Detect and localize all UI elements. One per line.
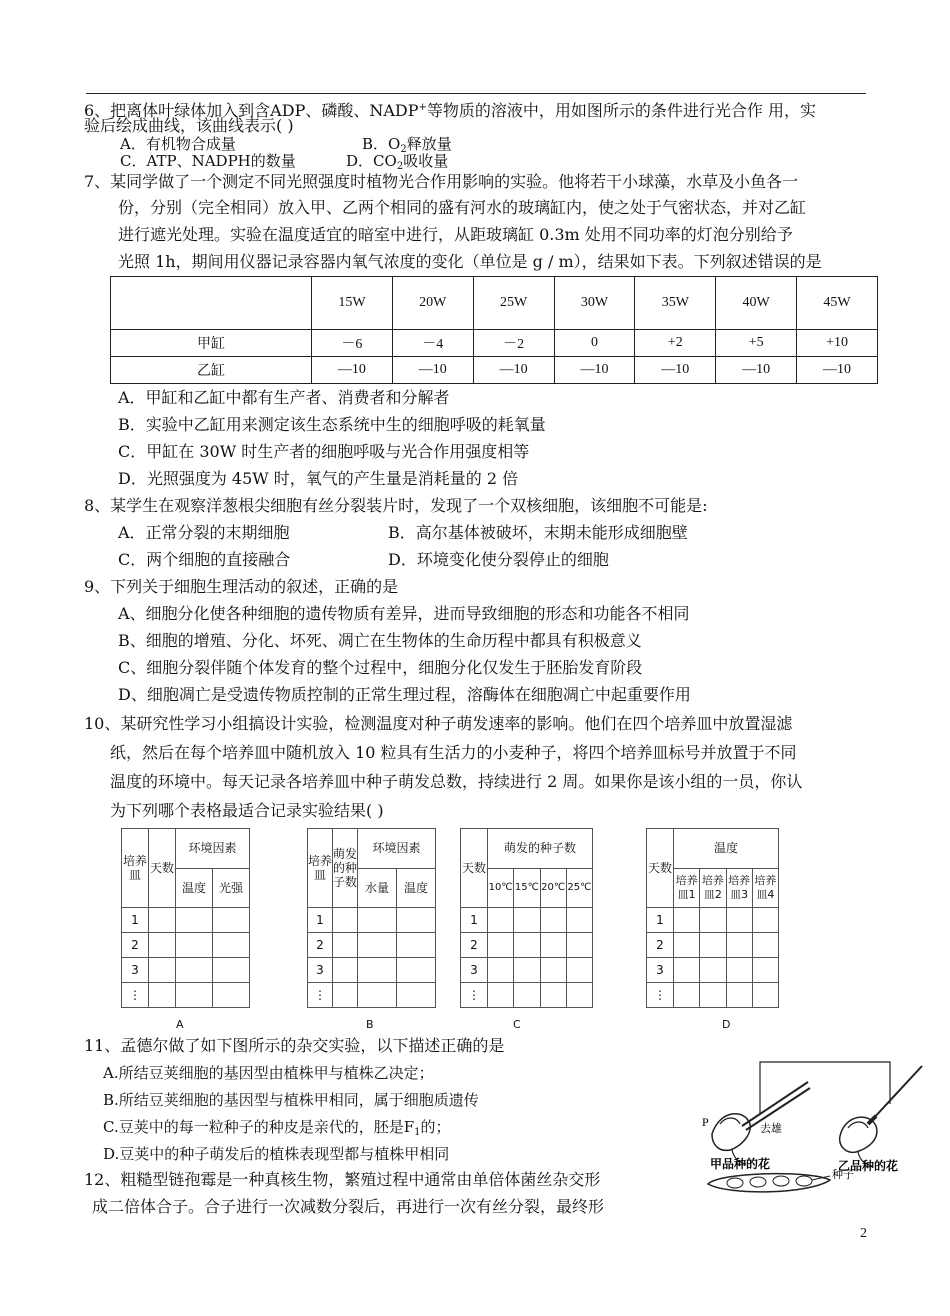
q11-option-b: B.所结豆荚细胞的基因型与植株甲相同，属于细胞质遗传 [103,1091,479,1109]
table-cell [540,958,566,983]
q12-stem-line2: 成二倍体合子。合子进行一次减数分裂后，再进行一次有丝分裂，最终形 [92,1197,605,1216]
table-cell [176,908,213,933]
table-cell: 1 [647,908,674,933]
table-row [461,983,593,1008]
table-cell: 水量 [358,868,397,908]
brush-icon [872,1066,922,1120]
q9-option-b: B、细胞的增殖、分化、坏死、凋亡在生物体的生命历程中都具有积极意义 [118,631,642,650]
table-row [461,933,593,958]
q10-stem-line3: 温度的环境中。每天记录各培养皿中种子萌发总数，持续进行 2 周。如果你是该小组的一员，你认 [110,772,803,791]
q11-option-c: C.豆荚中的每一粒种子的种皮是亲代的，胚是$F_1$的； [103,1118,451,1138]
table-cell [358,908,397,933]
table-cell: 20W [392,277,473,330]
table-row [122,908,250,933]
table-cell [358,958,397,983]
q6-stem-line1: 6、把离体叶绿体加入到含ADP、磷酸、NADP+等物质的溶液中，用如图所示的条件进行光合作 用，实 [84,101,816,120]
table-cell [176,958,213,983]
table-cell [514,908,540,933]
table-cell [752,983,778,1008]
table-cell [566,983,592,1008]
table-cell [111,277,312,330]
table-row [308,958,436,983]
table-cell [397,933,436,958]
table-cell [397,983,436,1008]
table-cell: 0 [554,330,635,357]
table-cell: 2 [647,933,674,958]
table-cell [566,933,592,958]
table-cell: 25℃ [566,868,592,908]
table-cell: —10 [554,357,635,384]
table-cell: 培养皿2 [700,868,726,908]
table-cell [514,983,540,1008]
table-cell: 培养皿 [308,829,333,908]
table-cell [726,933,752,958]
table-cell: 光强 [213,868,250,908]
q8-option-c: C．两个细胞的直接融合 [118,550,291,569]
q10-stem-line4: 为下列哪个表格最适合记录实验结果( ) [110,801,384,820]
table-row [122,933,250,958]
q7-option-b: B．实验中乙缸用来测定该生态系统中生的细胞呼吸的耗氧量 [118,415,546,434]
table-row [647,933,779,958]
label-castration: 去雄 [760,1122,782,1135]
table-cell: +5 [716,330,797,357]
table-cell: ⋮ [308,983,333,1008]
table-cell: —10 [473,357,554,384]
table-cell: +2 [635,330,716,357]
table-cell: －4 [392,330,473,357]
table-cell: 天数 [461,829,488,908]
table-cell: 45W [797,277,878,330]
table-cell [333,908,358,933]
tweezers-icon [742,1082,808,1126]
table-cell [213,958,250,983]
pollen-transfer-line [760,1062,890,1114]
q10-option-table-b [307,828,436,1008]
table-cell [700,908,726,933]
table-cell [566,908,592,933]
table-cell: 环境因素 [358,829,436,869]
table-cell: 温度 [674,829,779,869]
table-row [111,357,878,384]
table-cell: －2 [473,330,554,357]
table-cell: ⋮ [461,983,488,1008]
q6-option-c: C．ATP、NADPH的数量 [120,152,296,170]
q10-stem-line2: 纸，然后在每个培养皿中随机放入 10 粒具有生活力的小麦种子，将四个培养皿标号并放置于不同 [110,743,797,762]
q7-option-c: C．甲缸在 30W 时生产者的细胞呼吸与光合作用强度相等 [118,442,530,461]
table-cell [358,983,397,1008]
table-cell [674,958,700,983]
table-cell [540,983,566,1008]
table-cell [333,958,358,983]
label-jia-flower: 甲品种的花 [710,1157,771,1171]
table-cell: 15W [312,277,393,330]
table-cell: 3 [461,958,488,983]
table-cell: 培养皿1 [674,868,700,908]
table-cell [514,958,540,983]
table-cell [726,958,752,983]
table-cell [213,933,250,958]
flower-jia-icon [712,1114,750,1151]
q6-stem-line2: 验后绘成曲线，该曲线表示( ) [84,116,294,135]
table-cell: 1 [461,908,488,933]
table-cell [488,958,514,983]
table-row [122,983,250,1008]
table-cell: —10 [635,357,716,384]
q8-stem: 8、某学生在观察洋葱根尖细胞有丝分裂装片时，发现了一个双核细胞，该细胞不可能是: [84,496,708,515]
table-cell [176,933,213,958]
table-cell: —10 [312,357,393,384]
table-cell: 10℃ [488,868,514,908]
table-cell [752,908,778,933]
table-cell: 3 [647,958,674,983]
q6-option-a: A．有机物合成量 [120,135,236,153]
table-cell: 2 [122,933,149,958]
table-cell [149,933,176,958]
q9-option-d: D、细胞凋亡是受遗传物质控制的正常生理过程，溶酶体在细胞凋亡中起重要作用 [118,685,691,704]
table-cell [700,933,726,958]
table-cell: 2 [461,933,488,958]
table-cell: 2 [308,933,333,958]
table-cell: 培养皿3 [726,868,752,908]
q7-stem-line3: 进行遮光处理。实验在温度适宜的暗室中进行，从距玻璃缸 0.3m 处用不同功率的灯泡分别给予 [118,225,793,244]
table-cell [566,958,592,983]
q11-stem: 11、孟德尔做了如下图所示的杂交实验，以下描述正确的是 [84,1036,505,1055]
q9-stem: 9、下列关于细胞生理活动的叙述，正确的是 [84,577,399,596]
q8-option-b: B．高尔基体被破坏，末期未能形成细胞壁 [388,523,688,542]
q7-stem-line1: 7、某同学做了一个测定不同光照强度时植物光合作用影响的实验。他将若干小球藻，水草及小鱼各一 [84,172,799,191]
table-cell [488,933,514,958]
table-row [308,983,436,1008]
q12-stem-line1: 12、粗糙型链孢霉是一种真核生物，繁殖过程中通常由单倍体菌丝杂交形 [84,1170,601,1189]
q11-option-d: D.豆荚中的种子萌发后的植株表现型都与植株甲相同 [103,1145,450,1163]
table-cell: 培养皿 [122,829,149,908]
table-cell: 乙缸 [111,357,312,384]
table-cell [149,983,176,1008]
table-cell: 1 [308,908,333,933]
table-cell: －6 [312,330,393,357]
table-cell: —10 [392,357,473,384]
q8-option-a: A．正常分裂的末期细胞 [118,523,290,542]
q8-option-d: D．环境变化使分裂停止的细胞 [388,550,609,569]
q10-stem-line1: 10、某研究性学习小组搞设计实验，检测温度对种子萌发速率的影响。他们在四个培养皿中放置湿滤 [84,714,793,733]
table-row [111,330,878,357]
table-cell: 3 [122,958,149,983]
table-cell [176,983,213,1008]
table-row [647,829,779,869]
q10-option-table-a [121,828,250,1008]
q7-option-d: D．光照强度为 45W 时，氧气的产生量是消耗量的 2 倍 [118,469,519,488]
table-cell: 天数 [647,829,674,908]
table-row [111,277,878,330]
table-cell: ⋮ [647,983,674,1008]
table-cell [726,908,752,933]
table-cell [488,908,514,933]
q7-data-table [110,276,878,384]
table-row [461,908,593,933]
q10-caption-d: D [722,1018,731,1031]
table-cell: 1 [122,908,149,933]
table-cell: 20℃ [540,868,566,908]
table-cell [674,933,700,958]
table-cell [488,983,514,1008]
table-cell: 40W [716,277,797,330]
label-yi-flower: 乙品种的花 [838,1159,899,1173]
table-cell [358,933,397,958]
table-cell: —10 [797,357,878,384]
table-cell [333,933,358,958]
q10-caption-c: C [513,1018,521,1031]
table-row [122,958,250,983]
table-row [308,829,436,869]
top-rule [86,93,866,94]
table-cell: 甲缸 [111,330,312,357]
q7-option-a: A．甲缸和乙缸中都有生产者、消费者和分解者 [118,388,450,407]
q9-option-c: C、细胞分裂伴随个体发育的整个过程中，细胞分化仅发生于胚胎发育阶段 [118,658,643,677]
table-cell: 培养皿4 [752,868,778,908]
page-number: 2 [860,1226,867,1241]
table-cell [674,983,700,1008]
table-cell [540,933,566,958]
table-row [122,829,250,869]
table-cell: 萌发的种子数 [333,829,358,908]
table-cell: 温度 [397,868,436,908]
table-cell [514,933,540,958]
table-cell: 25W [473,277,554,330]
table-cell [213,983,250,1008]
table-cell: 30W [554,277,635,330]
q10-option-table-c [460,828,593,1008]
q6-option-d: D．$CO_2$吸收量 [346,152,449,172]
table-cell [397,958,436,983]
label-p: P [702,1115,709,1129]
table-cell [674,908,700,933]
q7-stem-line2: 份，分别（完全相同）放入甲、乙两个相同的盛有河水的玻璃缸内，使之处于气密状态，并对乙缸 [118,198,807,217]
table-cell: —10 [716,357,797,384]
table-cell: 萌发的种子数 [488,829,593,869]
cross-diagram-svg [690,1054,940,1206]
table-cell: 15℃ [514,868,540,908]
table-row [461,829,593,869]
table-cell: 35W [635,277,716,330]
q7-stem-line4: 光照 1h，期间用仪器记录容器内氧气浓度的变化（单位是 g / m），结果如下表。下列叙述错误的是 [118,252,822,271]
q10-option-table-d [646,828,779,1008]
table-cell: 3 [308,958,333,983]
table-cell: ⋮ [122,983,149,1008]
table-row [461,958,593,983]
table-cell [149,958,176,983]
q9-option-a: A、细胞分化使各种细胞的遗传物质有差异，进而导致细胞的形态和功能各不相同 [118,604,690,623]
table-cell [540,908,566,933]
q6-option-b: B．$O_2$释放量 [362,135,452,155]
table-row [647,958,779,983]
table-cell: 环境因素 [176,829,250,869]
table-cell [333,983,358,1008]
table-cell [752,958,778,983]
table-cell [726,983,752,1008]
q10-caption-a: A [176,1018,184,1031]
q11-option-a: A.所结豆荚细胞的基因型由植株甲与植株乙决定； [103,1064,434,1082]
table-cell [752,933,778,958]
table-cell: +10 [797,330,878,357]
table-row [308,933,436,958]
table-cell: 天数 [149,829,176,908]
table-cell: 温度 [176,868,213,908]
table-cell [700,958,726,983]
table-cell [397,908,436,933]
label-seed: 种子 [832,1168,854,1181]
q11-cross-diagram [690,1054,940,1206]
table-cell [700,983,726,1008]
table-cell [213,908,250,933]
table-cell [149,908,176,933]
q10-caption-b: B [366,1018,374,1031]
table-row [647,908,779,933]
table-row [647,983,779,1008]
table-row [308,908,436,933]
